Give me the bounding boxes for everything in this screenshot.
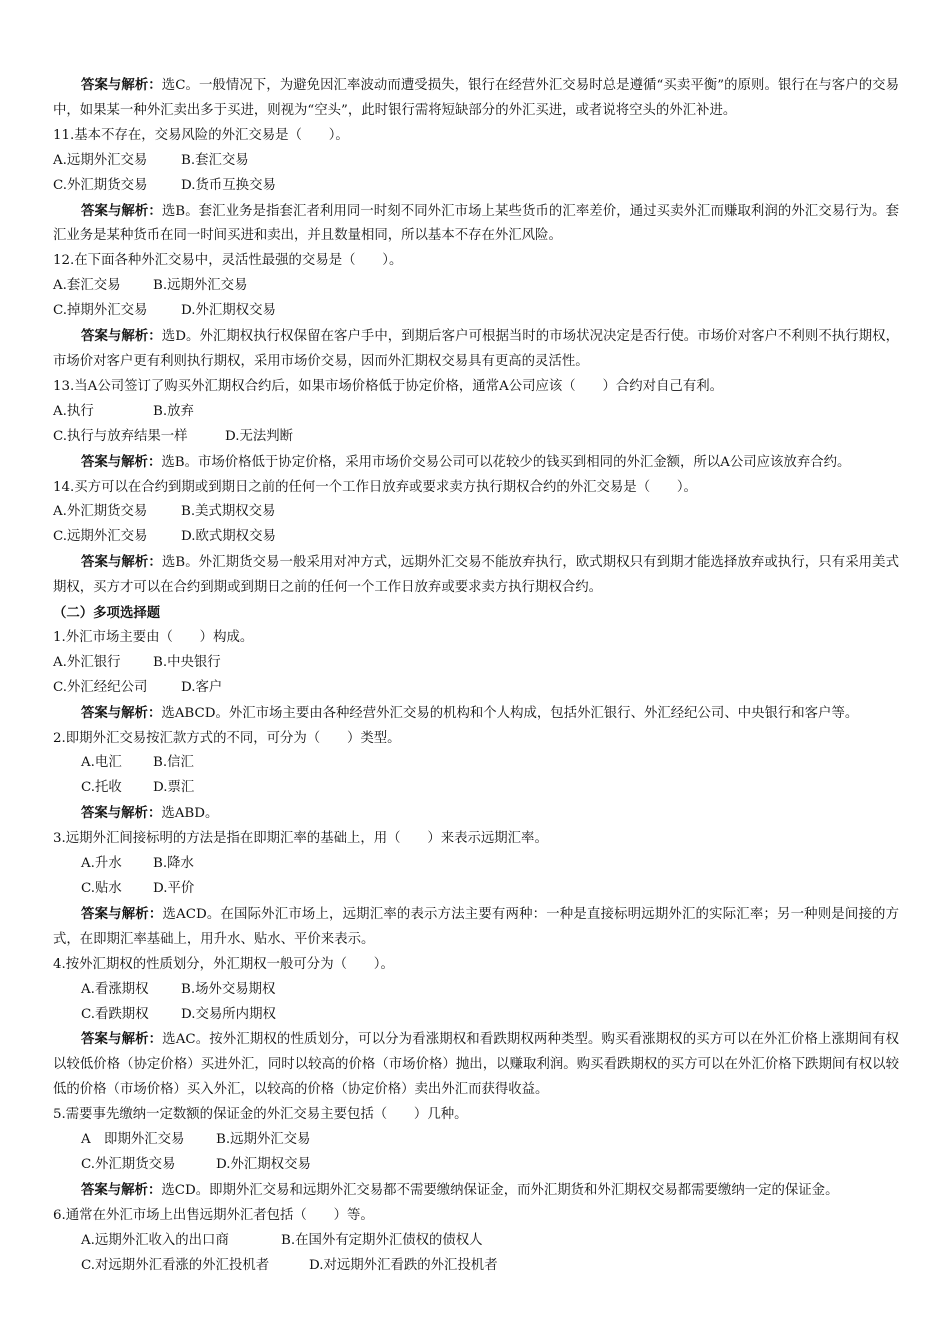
answer-label: 答案与解析： xyxy=(81,905,163,922)
question-m5: 5.需要事先缴纳一定数额的保证金的外汇交易主要包括（ ）几种。 xyxy=(53,1107,468,1123)
option-b: B.信汇 xyxy=(153,755,194,771)
option-a: A.升水 xyxy=(81,856,122,872)
answer-label: 答案与解析： xyxy=(81,704,162,721)
options-row xyxy=(53,1153,899,1178)
option-d: D.外汇期权交易 xyxy=(216,1156,311,1172)
options-row xyxy=(53,776,899,801)
answer-label: 答案与解析： xyxy=(81,453,162,470)
option-c: C.外汇期货交易 xyxy=(81,1156,176,1172)
option-b: B.放弃 xyxy=(153,403,194,419)
answer-text: 选ABD。 xyxy=(161,806,219,822)
answer-text: 选ABCD。外汇市场主要由各种经营外汇交易的机构和个人构成，包括外汇银行、外汇经纪公司、中央银行和客户等。 xyxy=(161,705,859,721)
question-11: 11.基本不存在，交易风险的外汇交易是（ ）。 xyxy=(53,127,349,143)
answer-label: 答案与解析： xyxy=(81,77,162,93)
answer-m1 xyxy=(53,701,899,727)
options-row xyxy=(53,877,899,902)
answer-label: 答案与解析： xyxy=(81,1031,163,1048)
answer-10 xyxy=(53,73,899,124)
options-row xyxy=(53,1128,899,1153)
answer-m4 xyxy=(53,1027,899,1103)
answer-label: 答案与解析： xyxy=(81,202,162,219)
question-m4: 4.按外汇期权的性质划分，外汇期权一般可分为（ ）。 xyxy=(53,956,394,972)
question-m6: 6.通常在外汇市场上出售远期外汇者包括（ ）等。 xyxy=(53,1207,374,1223)
options-row xyxy=(53,149,899,174)
answer-12 xyxy=(53,324,899,375)
option-a: A.远期外汇收入的出口商 xyxy=(81,1232,229,1248)
options-row xyxy=(53,852,899,877)
options-row xyxy=(53,425,899,450)
question-m2: 2.即期外汇交易按汇款方式的不同，可分为（ ）类型。 xyxy=(53,730,401,746)
question-14: 14.买方可以在合约到期或到期日之前的任何一个工作日放弃或要求卖方执行期权合约的外汇交易是（ ）。 xyxy=(53,479,697,495)
option-c: C.掉期外汇交易 xyxy=(53,303,148,319)
question-m3: 3.远期外汇间接标明的方法是指在即期汇率的基础上，用（ ）来表示远期汇率。 xyxy=(53,831,548,847)
answer-text: 选C。一般情况下，为避免因汇率波动而遭受损失，银行在经营外汇交易时总是遵循“买卖平衡”的原则。银行在与客户的交易中，如果某一种外汇卖出多于买进，则视为“空头”，此时银行需将短缺部分的外汇买进，或者说将空头的外汇补进。 xyxy=(53,78,900,118)
question-13: 13.当A公司签订了购买外汇期权合约后，如果市场价格低于协定价格，通常A公司应该（ ）合约对自己有利。 xyxy=(53,378,723,394)
option-b: B.在国外有定期外汇债权的债权人 xyxy=(281,1232,483,1248)
option-d: D.交易所内期权 xyxy=(181,1006,276,1022)
answer-m5 xyxy=(53,1178,899,1204)
option-b: B.远期外汇交易 xyxy=(153,278,248,294)
option-c: C.远期外汇交易 xyxy=(53,529,148,545)
answer-label: 答案与解析： xyxy=(81,328,162,345)
options-row xyxy=(53,500,899,525)
answer-text: 选B。市场价格低于协定价格，采用市场价交易公司可以花较少的钱买到相同的外汇金额，所以A公司应该放弃合约。 xyxy=(161,454,851,470)
options-row xyxy=(53,751,899,776)
option-b: B.中央银行 xyxy=(153,654,221,670)
option-a: A.远期外汇交易 xyxy=(53,152,148,168)
option-a: A.执行 xyxy=(53,403,94,419)
option-a: A.看涨期权 xyxy=(81,981,149,997)
answer-m3 xyxy=(53,902,899,953)
option-a: A.外汇期货交易 xyxy=(53,504,148,520)
option-d: D.平价 xyxy=(153,881,195,896)
answer-13 xyxy=(53,450,899,476)
option-b: B.场外交易期权 xyxy=(181,981,276,997)
answer-text: 选CD。即期外汇交易和远期外汇交易都不需要缴纳保证金，而外汇期货和外汇期权交易都需要缴纳一定的保证金。 xyxy=(161,1182,839,1198)
answer-label: 答案与解析： xyxy=(81,1181,162,1198)
options-row xyxy=(53,1229,899,1254)
option-d: D.货币互换交易 xyxy=(181,177,276,193)
option-c: C.看跌期权 xyxy=(81,1006,149,1022)
option-d: D.对远期外汇看跌的外汇投机者 xyxy=(309,1257,498,1273)
option-b: B.美式期权交易 xyxy=(181,504,276,520)
options-row xyxy=(53,651,899,676)
option-d: D.欧式期权交易 xyxy=(181,529,276,545)
answer-label: 答案与解析： xyxy=(81,554,162,571)
section-heading: （二）多项选择题 xyxy=(53,605,161,622)
answer-m2 xyxy=(53,801,899,827)
option-c: C.执行与放弃结果一样 xyxy=(53,428,188,444)
options-row xyxy=(53,400,899,425)
answer-text: 选B。套汇业务是指套汇者利用同一时刻不同外汇市场上某些货币的汇率差价，通过买卖外汇而赚取利润的外汇交易行为。套汇业务是某种货币在同一时间买进和卖出，并且数量相同，所以基本不存在外汇风险。 xyxy=(53,203,900,244)
option-b: B.套汇交易 xyxy=(181,152,249,168)
question-12: 12.在下面各种外汇交易中，灵活性最强的交易是（ ）。 xyxy=(53,253,403,269)
option-c: C.托收 xyxy=(81,780,122,796)
option-c: C.对远期外汇看涨的外汇投机者 xyxy=(81,1257,270,1273)
option-a: A.套汇交易 xyxy=(53,278,121,294)
option-a: A.外汇银行 xyxy=(53,654,121,670)
option-c: C.外汇经纪公司 xyxy=(53,679,148,695)
option-b: B.降水 xyxy=(153,856,194,872)
option-b: B.远期外汇交易 xyxy=(216,1132,311,1148)
option-c: C.外汇期货交易 xyxy=(53,177,148,193)
option-a: A 即期外汇交易 xyxy=(81,1132,185,1148)
options-row xyxy=(53,274,899,299)
options-row xyxy=(53,676,899,701)
answer-11 xyxy=(53,199,899,250)
answer-label: 答案与解析： xyxy=(81,805,162,822)
option-a: A.电汇 xyxy=(81,755,122,771)
options-row xyxy=(53,1003,899,1028)
answer-text: 选B。外汇期货交易一般采用对冲方式，远期外汇交易不能放弃执行，欧式期权只有到期才能选择放弃或执行，只有采用美式期权，买方才可以在合约到期或到期日之前的任何一个工作日放弃或要求卖方执行期权合约。 xyxy=(53,555,900,596)
option-d: D.客户 xyxy=(181,679,223,695)
question-m1: 1.外汇市场主要由（ ）构成。 xyxy=(53,629,254,645)
answer-14 xyxy=(53,550,899,601)
option-d: D.外汇期权交易 xyxy=(181,303,276,319)
options-row xyxy=(53,978,899,1003)
options-row xyxy=(53,174,899,199)
answer-text: 选AC。按外汇期权的性质划分，可以分为看涨期权和看跌期权两种类型。购买看涨期权的买方可以在外汇价格上涨期间有权以较低价格（协定价格）买进外汇，同时以较高的价格（市场价格）抛出，以赚取利润。购买看跌期权的买方可以在外汇价格下跌期间有权以较低的价格（市场价格）买入外汇，以较高的价格（协定价格）卖出外汇而获得收益。 xyxy=(53,1032,900,1098)
option-d: D.票汇 xyxy=(153,780,195,796)
options-row xyxy=(53,299,899,324)
option-c: C.贴水 xyxy=(81,881,122,896)
options-row xyxy=(53,1254,899,1279)
document-page xyxy=(53,73,899,1279)
answer-text: 选ACD。在国际外汇市场上，远期汇率的表示方法主要有两种：一种是直接标明远期外汇的实际汇率；另一种则是间接的方式，在即期汇率基础上，用升水、贴水、平价来表示。 xyxy=(53,906,899,947)
option-d: D.无法判断 xyxy=(225,428,294,444)
answer-text: 选D。外汇期权执行权保留在客户手中，到期后客户可根据当时的市场状况决定是否行使。市场价对客户不利则不执行期权，市场价对客户更有利则执行期权，采用市场价交易，因而外汇期权交易具有更高的灵活性。 xyxy=(53,329,900,369)
options-row xyxy=(53,525,899,550)
